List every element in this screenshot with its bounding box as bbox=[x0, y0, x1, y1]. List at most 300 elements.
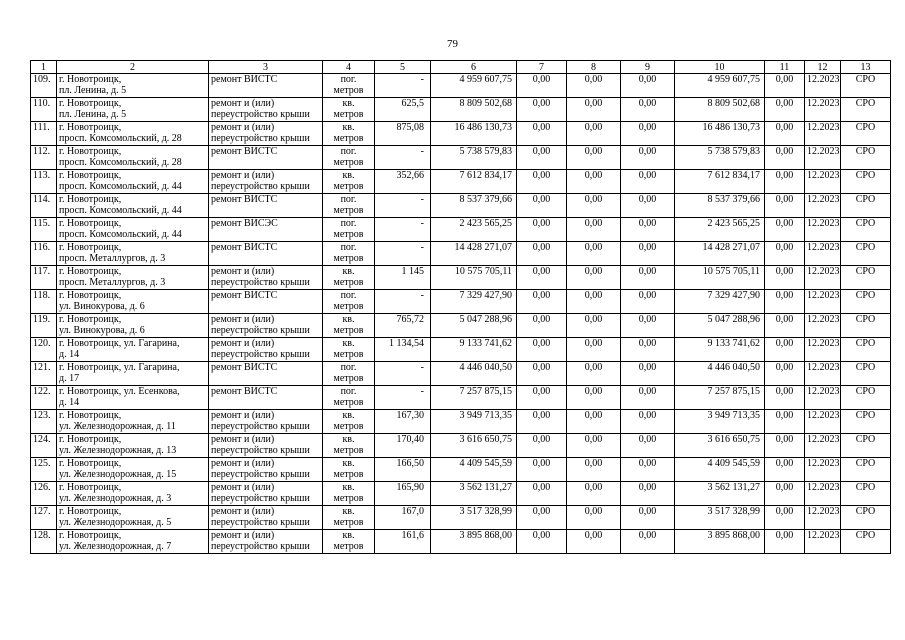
fund-cell: 0,00 bbox=[621, 410, 675, 434]
fund-cell: 0,00 bbox=[621, 74, 675, 98]
work-type-cell bbox=[209, 98, 323, 122]
executor-cell: СРО bbox=[841, 386, 891, 410]
address-cell bbox=[57, 98, 209, 122]
row-number: 124. bbox=[31, 434, 57, 458]
executor-cell: СРО bbox=[841, 458, 891, 482]
work-type-cell-line: переустройство крыши bbox=[211, 445, 310, 456]
owner-funds-cell: 5 047 288,96 bbox=[675, 314, 765, 338]
row-number: 121. bbox=[31, 362, 57, 386]
unit-cell-line: пог. bbox=[340, 146, 357, 157]
owner-funds-cell: 4 959 607,75 bbox=[675, 74, 765, 98]
volume-cell: - bbox=[375, 146, 431, 170]
deadline-cell: 12.2023 bbox=[805, 194, 841, 218]
unit-cell-line: метров bbox=[333, 253, 364, 264]
row-number: 114. bbox=[31, 194, 57, 218]
fund-cell: 0,00 bbox=[567, 290, 621, 314]
work-type-cell-line: переустройство крыши bbox=[211, 325, 310, 336]
fund-cell: 0,00 bbox=[517, 314, 567, 338]
work-type-cell-line: ремонт ВИСТС bbox=[211, 194, 278, 205]
total-cost-cell: 16 486 130,73 bbox=[431, 122, 517, 146]
fund-cell: 0,00 bbox=[517, 218, 567, 242]
volume-cell: - bbox=[375, 386, 431, 410]
executor-cell: СРО bbox=[841, 98, 891, 122]
fund-cell: 0,00 bbox=[567, 194, 621, 218]
total-cost-cell: 7 257 875,15 bbox=[431, 386, 517, 410]
owner-funds-cell: 4 446 040,50 bbox=[675, 362, 765, 386]
column-header: 13 bbox=[841, 61, 891, 74]
work-type-cell-line: ремонт и (или) bbox=[211, 314, 275, 325]
work-type-cell bbox=[209, 458, 323, 482]
fund-cell: 0,00 bbox=[621, 458, 675, 482]
unit-cell-line: кв. bbox=[342, 122, 355, 133]
work-type-cell-line: переустройство крыши bbox=[211, 277, 310, 288]
fund-cell: 0,00 bbox=[765, 482, 805, 506]
fund-cell: 0,00 bbox=[517, 242, 567, 266]
deadline-cell: 12.2023 bbox=[805, 242, 841, 266]
fund-cell: 0,00 bbox=[621, 98, 675, 122]
unit-cell-line: кв. bbox=[342, 314, 355, 325]
table-row bbox=[31, 242, 891, 266]
fund-cell: 0,00 bbox=[621, 290, 675, 314]
unit-cell-line: метров bbox=[333, 397, 364, 408]
deadline-cell: 12.2023 bbox=[805, 218, 841, 242]
fund-cell: 0,00 bbox=[621, 242, 675, 266]
unit-cell bbox=[323, 74, 375, 98]
volume-cell: 165,90 bbox=[375, 482, 431, 506]
deadline-cell: 12.2023 bbox=[805, 170, 841, 194]
owner-funds-cell: 2 423 565,25 bbox=[675, 218, 765, 242]
row-number: 115. bbox=[31, 218, 57, 242]
executor-cell: СРО bbox=[841, 434, 891, 458]
fund-cell: 0,00 bbox=[567, 170, 621, 194]
fund-cell: 0,00 bbox=[567, 482, 621, 506]
owner-funds-cell: 10 575 705,11 bbox=[675, 266, 765, 290]
work-type-cell-line: ремонт и (или) bbox=[211, 458, 275, 469]
table-row bbox=[31, 362, 891, 386]
fund-cell: 0,00 bbox=[765, 530, 805, 554]
fund-cell: 0,00 bbox=[517, 146, 567, 170]
executor-cell: СРО bbox=[841, 170, 891, 194]
table-row bbox=[31, 410, 891, 434]
address-cell bbox=[57, 146, 209, 170]
fund-cell: 0,00 bbox=[517, 170, 567, 194]
total-cost-cell: 3 562 131,27 bbox=[431, 482, 517, 506]
row-number: 110. bbox=[31, 98, 57, 122]
work-type-cell-line: ремонт ВИСТС bbox=[211, 386, 278, 397]
fund-cell: 0,00 bbox=[621, 122, 675, 146]
address-cell bbox=[57, 410, 209, 434]
volume-cell: 765,72 bbox=[375, 314, 431, 338]
total-cost-cell: 4 959 607,75 bbox=[431, 74, 517, 98]
work-type-cell-line: ремонт ВИСТС bbox=[211, 290, 278, 301]
work-type-cell-line: ремонт ВИСТС bbox=[211, 146, 278, 157]
address-cell-line: ул. Железнодорожная, д. 15 bbox=[59, 469, 177, 480]
unit-cell-line: метров bbox=[333, 229, 364, 240]
work-type-cell bbox=[209, 434, 323, 458]
volume-cell: 1 134,54 bbox=[375, 338, 431, 362]
owner-funds-cell: 4 409 545,59 bbox=[675, 458, 765, 482]
unit-cell-line: метров bbox=[333, 325, 364, 336]
fund-cell: 0,00 bbox=[517, 98, 567, 122]
total-cost-cell: 3 616 650,75 bbox=[431, 434, 517, 458]
work-type-cell bbox=[209, 314, 323, 338]
work-type-cell-line: переустройство крыши bbox=[211, 349, 310, 360]
unit-cell bbox=[323, 266, 375, 290]
volume-cell: 167,0 bbox=[375, 506, 431, 530]
table-row bbox=[31, 530, 891, 554]
fund-cell: 0,00 bbox=[765, 290, 805, 314]
total-cost-cell: 5 738 579,83 bbox=[431, 146, 517, 170]
fund-cell: 0,00 bbox=[517, 530, 567, 554]
unit-cell bbox=[323, 506, 375, 530]
fund-cell: 0,00 bbox=[567, 458, 621, 482]
unit-cell-line: метров bbox=[333, 517, 364, 528]
fund-cell: 0,00 bbox=[517, 482, 567, 506]
row-number: 116. bbox=[31, 242, 57, 266]
fund-cell: 0,00 bbox=[765, 362, 805, 386]
table-row bbox=[31, 122, 891, 146]
fund-cell: 0,00 bbox=[765, 506, 805, 530]
unit-cell-line: метров bbox=[333, 421, 364, 432]
unit-cell-line: пог. bbox=[340, 386, 357, 397]
unit-cell bbox=[323, 194, 375, 218]
address-cell-line: просп. Комсомольский, д. 28 bbox=[59, 133, 182, 144]
table-row bbox=[31, 74, 891, 98]
unit-cell bbox=[323, 338, 375, 362]
address-cell-line: пл. Ленина, д. 5 bbox=[59, 85, 127, 96]
deadline-cell: 12.2023 bbox=[805, 266, 841, 290]
fund-cell: 0,00 bbox=[517, 122, 567, 146]
address-cell-line: г. Новотроицк, bbox=[59, 266, 122, 277]
owner-funds-cell: 8 537 379,66 bbox=[675, 194, 765, 218]
fund-cell: 0,00 bbox=[621, 530, 675, 554]
deadline-cell: 12.2023 bbox=[805, 386, 841, 410]
fund-cell: 0,00 bbox=[567, 410, 621, 434]
address-cell-line: г. Новотроицк, bbox=[59, 170, 122, 181]
total-cost-cell: 14 428 271,07 bbox=[431, 242, 517, 266]
work-type-cell-line: ремонт и (или) bbox=[211, 482, 275, 493]
row-number: 119. bbox=[31, 314, 57, 338]
fund-cell: 0,00 bbox=[567, 242, 621, 266]
fund-cell: 0,00 bbox=[517, 194, 567, 218]
address-cell bbox=[57, 530, 209, 554]
unit-cell bbox=[323, 218, 375, 242]
unit-cell-line: метров bbox=[333, 469, 364, 480]
owner-funds-cell: 16 486 130,73 bbox=[675, 122, 765, 146]
work-type-cell bbox=[209, 194, 323, 218]
volume-cell: - bbox=[375, 362, 431, 386]
unit-cell-line: метров bbox=[333, 85, 364, 96]
executor-cell: СРО bbox=[841, 362, 891, 386]
total-cost-cell: 7 612 834,17 bbox=[431, 170, 517, 194]
address-cell bbox=[57, 194, 209, 218]
work-type-cell-line: ремонт и (или) bbox=[211, 530, 275, 541]
column-header: 9 bbox=[621, 61, 675, 74]
column-header: 1 bbox=[31, 61, 57, 74]
volume-cell: - bbox=[375, 218, 431, 242]
volume-cell: 875,08 bbox=[375, 122, 431, 146]
address-cell bbox=[57, 122, 209, 146]
fund-cell: 0,00 bbox=[567, 122, 621, 146]
row-number: 120. bbox=[31, 338, 57, 362]
work-type-cell bbox=[209, 266, 323, 290]
fund-cell: 0,00 bbox=[567, 386, 621, 410]
address-cell-line: г. Новотроицк, bbox=[59, 314, 122, 325]
work-type-cell bbox=[209, 242, 323, 266]
work-type-cell-line: ремонт и (или) bbox=[211, 98, 275, 109]
executor-cell: СРО bbox=[841, 146, 891, 170]
unit-cell bbox=[323, 530, 375, 554]
unit-cell-line: кв. bbox=[342, 458, 355, 469]
row-number: 111. bbox=[31, 122, 57, 146]
address-cell-line: просп. Комсомольский, д. 44 bbox=[59, 205, 182, 216]
fund-cell: 0,00 bbox=[517, 386, 567, 410]
work-type-cell bbox=[209, 338, 323, 362]
fund-cell: 0,00 bbox=[621, 362, 675, 386]
executor-cell: СРО bbox=[841, 194, 891, 218]
work-type-cell-line: ремонт ВИСТС bbox=[211, 362, 278, 373]
work-type-cell bbox=[209, 290, 323, 314]
address-cell-line: г. Новотроицк, bbox=[59, 458, 122, 469]
address-cell-line: г. Новотроицк, bbox=[59, 122, 122, 133]
address-cell-line: г. Новотроицк, bbox=[59, 194, 122, 205]
unit-cell-line: кв. bbox=[342, 506, 355, 517]
unit-cell-line: метров bbox=[333, 181, 364, 192]
work-type-cell bbox=[209, 218, 323, 242]
table-row bbox=[31, 218, 891, 242]
total-cost-cell: 2 423 565,25 bbox=[431, 218, 517, 242]
total-cost-cell: 3 517 328,99 bbox=[431, 506, 517, 530]
row-number: 113. bbox=[31, 170, 57, 194]
deadline-cell: 12.2023 bbox=[805, 458, 841, 482]
unit-cell-line: пог. bbox=[340, 74, 357, 85]
total-cost-cell: 10 575 705,11 bbox=[431, 266, 517, 290]
unit-cell bbox=[323, 434, 375, 458]
address-cell bbox=[57, 362, 209, 386]
work-type-cell-line: переустройство крыши bbox=[211, 181, 310, 192]
fund-cell: 0,00 bbox=[517, 506, 567, 530]
work-type-cell bbox=[209, 482, 323, 506]
total-cost-cell: 4 409 545,59 bbox=[431, 458, 517, 482]
unit-cell-line: кв. bbox=[342, 266, 355, 277]
work-type-cell-line: ремонт и (или) bbox=[211, 338, 275, 349]
page-number: 79 bbox=[447, 38, 458, 50]
address-cell-line: г. Новотроицк, bbox=[59, 530, 122, 541]
table-row bbox=[31, 194, 891, 218]
executor-cell: СРО bbox=[841, 314, 891, 338]
deadline-cell: 12.2023 bbox=[805, 482, 841, 506]
deadline-cell: 12.2023 bbox=[805, 338, 841, 362]
work-type-cell bbox=[209, 410, 323, 434]
unit-cell-line: пог. bbox=[340, 218, 357, 229]
volume-cell: 161,6 bbox=[375, 530, 431, 554]
address-cell-line: г. Новотроицк, bbox=[59, 506, 122, 517]
deadline-cell: 12.2023 bbox=[805, 74, 841, 98]
work-type-cell-line: переустройство крыши bbox=[211, 493, 310, 504]
row-number: 128. bbox=[31, 530, 57, 554]
executor-cell: СРО bbox=[841, 290, 891, 314]
address-cell-line: ул. Железнодорожная, д. 7 bbox=[59, 541, 172, 552]
row-number: 123. bbox=[31, 410, 57, 434]
address-cell-line: просп. Комсомольский, д. 44 bbox=[59, 229, 182, 240]
address-cell-line: д. 14 bbox=[59, 349, 80, 360]
work-type-cell bbox=[209, 362, 323, 386]
address-cell-line: пл. Ленина, д. 5 bbox=[59, 109, 127, 120]
unit-cell-line: метров bbox=[333, 277, 364, 288]
address-cell bbox=[57, 170, 209, 194]
fund-cell: 0,00 bbox=[567, 266, 621, 290]
address-cell-line: ул. Железнодорожная, д. 5 bbox=[59, 517, 172, 528]
column-header: 4 bbox=[323, 61, 375, 74]
unit-cell bbox=[323, 146, 375, 170]
unit-cell-line: метров bbox=[333, 205, 364, 216]
table-row bbox=[31, 146, 891, 170]
table-row bbox=[31, 434, 891, 458]
fund-cell: 0,00 bbox=[621, 266, 675, 290]
fund-cell: 0,00 bbox=[621, 146, 675, 170]
unit-cell-line: кв. bbox=[342, 410, 355, 421]
unit-cell-line: метров bbox=[333, 541, 364, 552]
unit-cell-line: кв. bbox=[342, 98, 355, 109]
address-cell-line: г. Новотроицк, bbox=[59, 290, 122, 301]
address-cell-line: г. Новотроицк, ул. Гагарина, bbox=[59, 338, 180, 349]
fund-cell: 0,00 bbox=[621, 386, 675, 410]
unit-cell bbox=[323, 410, 375, 434]
executor-cell: СРО bbox=[841, 482, 891, 506]
fund-cell: 0,00 bbox=[765, 74, 805, 98]
work-type-cell-line: переустройство крыши bbox=[211, 541, 310, 552]
fund-cell: 0,00 bbox=[567, 314, 621, 338]
total-cost-cell: 3 949 713,35 bbox=[431, 410, 517, 434]
address-cell-line: г. Новотроицк, bbox=[59, 434, 122, 445]
table-body bbox=[31, 61, 891, 554]
address-cell bbox=[57, 386, 209, 410]
total-cost-cell: 9 133 741,62 bbox=[431, 338, 517, 362]
address-cell bbox=[57, 458, 209, 482]
owner-funds-cell: 3 517 328,99 bbox=[675, 506, 765, 530]
unit-cell bbox=[323, 314, 375, 338]
fund-cell: 0,00 bbox=[765, 218, 805, 242]
owner-funds-cell: 14 428 271,07 bbox=[675, 242, 765, 266]
fund-cell: 0,00 bbox=[765, 170, 805, 194]
owner-funds-cell: 7 257 875,15 bbox=[675, 386, 765, 410]
owner-funds-cell: 3 949 713,35 bbox=[675, 410, 765, 434]
executor-cell: СРО bbox=[841, 410, 891, 434]
row-number: 126. bbox=[31, 482, 57, 506]
column-header: 11 bbox=[765, 61, 805, 74]
address-cell-line: г. Новотроицк, bbox=[59, 146, 122, 157]
table-row bbox=[31, 386, 891, 410]
unit-cell-line: метров bbox=[333, 373, 364, 384]
work-type-cell-line: ремонт и (или) bbox=[211, 410, 275, 421]
volume-cell: - bbox=[375, 242, 431, 266]
address-cell-line: г. Новотроицк, ул. Есенкова, bbox=[59, 386, 180, 397]
volume-cell: 166,50 bbox=[375, 458, 431, 482]
work-type-cell-line: ремонт ВИСТС bbox=[211, 242, 278, 253]
executor-cell: СРО bbox=[841, 338, 891, 362]
address-cell-line: д. 17 bbox=[59, 373, 80, 384]
address-cell-line: просп. Комсомольский, д. 28 bbox=[59, 157, 182, 168]
unit-cell-line: метров bbox=[333, 301, 364, 312]
row-number: 125. bbox=[31, 458, 57, 482]
fund-cell: 0,00 bbox=[621, 482, 675, 506]
owner-funds-cell: 8 809 502,68 bbox=[675, 98, 765, 122]
unit-cell bbox=[323, 386, 375, 410]
deadline-cell: 12.2023 bbox=[805, 506, 841, 530]
fund-cell: 0,00 bbox=[567, 434, 621, 458]
unit-cell-line: метров bbox=[333, 133, 364, 144]
executor-cell: СРО bbox=[841, 218, 891, 242]
row-number: 112. bbox=[31, 146, 57, 170]
row-number: 117. bbox=[31, 266, 57, 290]
table-row bbox=[31, 290, 891, 314]
fund-cell: 0,00 bbox=[765, 386, 805, 410]
row-number: 109. bbox=[31, 74, 57, 98]
work-type-cell-line: переустройство крыши bbox=[211, 421, 310, 432]
fund-cell: 0,00 bbox=[567, 98, 621, 122]
fund-cell: 0,00 bbox=[567, 146, 621, 170]
executor-cell: СРО bbox=[841, 122, 891, 146]
column-header: 2 bbox=[57, 61, 209, 74]
table-row bbox=[31, 170, 891, 194]
unit-cell-line: кв. bbox=[342, 170, 355, 181]
work-type-cell-line: переустройство крыши bbox=[211, 133, 310, 144]
volume-cell: - bbox=[375, 74, 431, 98]
deadline-cell: 12.2023 bbox=[805, 410, 841, 434]
unit-cell-line: метров bbox=[333, 109, 364, 120]
owner-funds-cell: 3 616 650,75 bbox=[675, 434, 765, 458]
work-type-cell bbox=[209, 146, 323, 170]
work-type-cell bbox=[209, 122, 323, 146]
unit-cell-line: пог. bbox=[340, 290, 357, 301]
total-cost-cell: 8 537 379,66 bbox=[431, 194, 517, 218]
address-cell-line: ул. Винокурова, д. 6 bbox=[59, 301, 145, 312]
deadline-cell: 12.2023 bbox=[805, 530, 841, 554]
fund-cell: 0,00 bbox=[567, 506, 621, 530]
column-number-row bbox=[31, 61, 891, 74]
owner-funds-cell: 9 133 741,62 bbox=[675, 338, 765, 362]
column-header: 12 bbox=[805, 61, 841, 74]
fund-cell: 0,00 bbox=[765, 314, 805, 338]
fund-cell: 0,00 bbox=[765, 194, 805, 218]
owner-funds-cell: 7 612 834,17 bbox=[675, 170, 765, 194]
work-type-cell-line: переустройство крыши bbox=[211, 109, 310, 120]
work-type-cell bbox=[209, 530, 323, 554]
work-type-cell bbox=[209, 170, 323, 194]
address-cell-line: г. Новотроицк, bbox=[59, 98, 122, 109]
fund-cell: 0,00 bbox=[765, 434, 805, 458]
owner-funds-cell: 7 329 427,90 bbox=[675, 290, 765, 314]
fund-cell: 0,00 bbox=[567, 74, 621, 98]
fund-cell: 0,00 bbox=[765, 98, 805, 122]
fund-cell: 0,00 bbox=[621, 218, 675, 242]
work-type-cell bbox=[209, 506, 323, 530]
executor-cell: СРО bbox=[841, 242, 891, 266]
volume-cell: 1 145 bbox=[375, 266, 431, 290]
total-cost-cell: 4 446 040,50 bbox=[431, 362, 517, 386]
repair-program-table bbox=[30, 60, 891, 554]
owner-funds-cell: 5 738 579,83 bbox=[675, 146, 765, 170]
unit-cell-line: кв. bbox=[342, 338, 355, 349]
address-cell-line: д. 14 bbox=[59, 397, 80, 408]
address-cell-line: ул. Железнодорожная, д. 13 bbox=[59, 445, 177, 456]
deadline-cell: 12.2023 bbox=[805, 122, 841, 146]
unit-cell-line: метров bbox=[333, 157, 364, 168]
column-header: 3 bbox=[209, 61, 323, 74]
table-row bbox=[31, 314, 891, 338]
row-number: 118. bbox=[31, 290, 57, 314]
work-type-cell-line: переустройство крыши bbox=[211, 469, 310, 480]
